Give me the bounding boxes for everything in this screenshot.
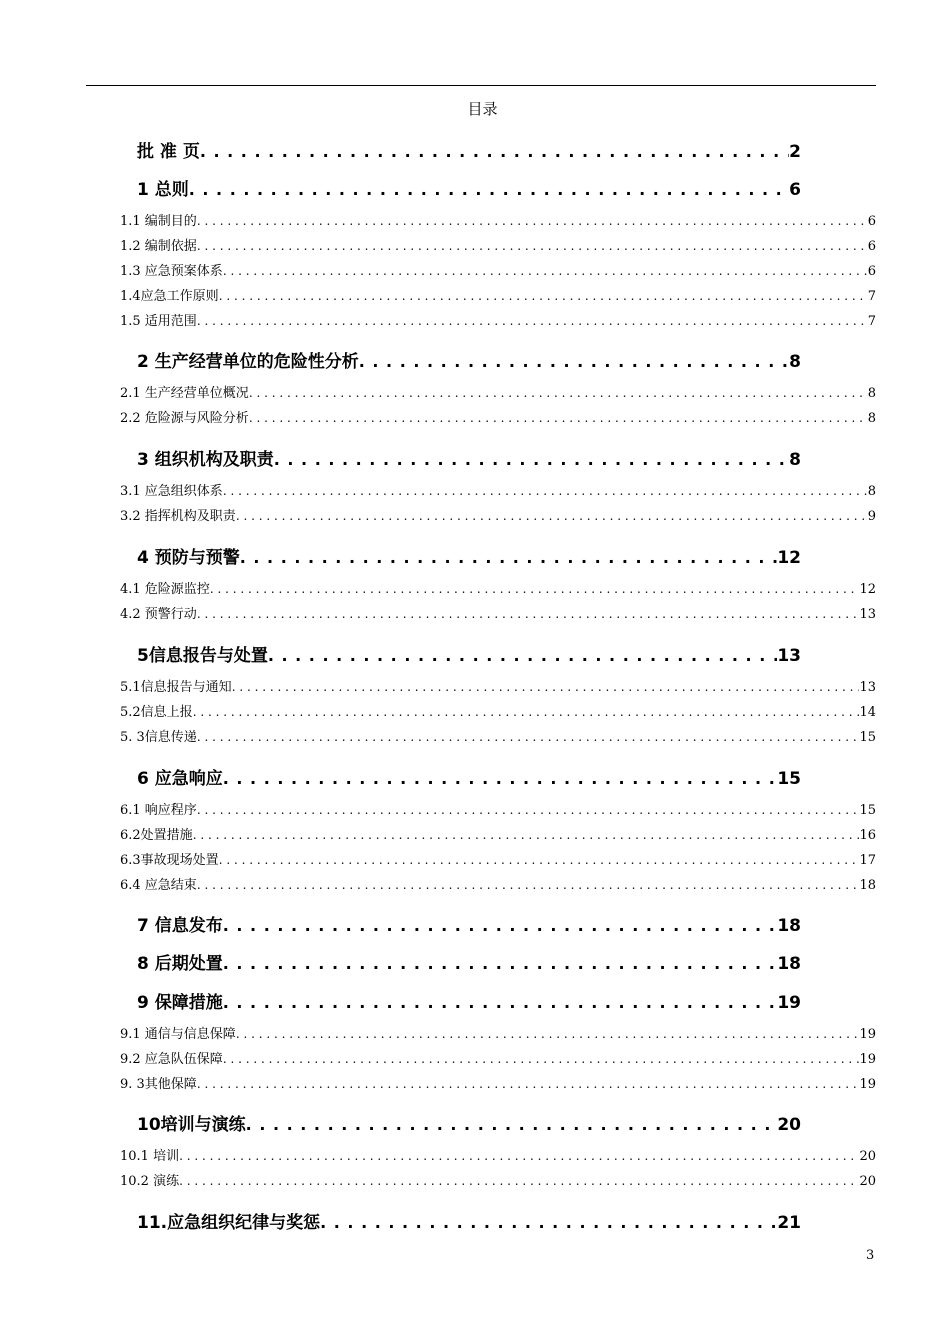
toc-entry[interactable]	[137, 911, 801, 936]
toc-entry-label: 4 预防与预警	[137, 548, 240, 568]
toc-entry-label: 9.2 应急队伍保障	[120, 1052, 223, 1067]
toc-entry[interactable]	[120, 726, 876, 745]
toc-entry-page: 2	[789, 142, 801, 162]
toc-entry-label: 6.2处置措施	[120, 828, 193, 843]
toc-title: 目录	[467, 100, 498, 118]
toc-entry-page: 17	[859, 853, 876, 868]
toc-entry-label: 6.3事故现场处置	[120, 853, 219, 868]
toc-leader-dots	[210, 582, 860, 596]
toc-entry-label: 1.3 应急预案体系	[120, 264, 223, 279]
toc-entry-page: 8	[867, 411, 876, 426]
toc-entry-page: 19	[859, 1077, 876, 1092]
toc-leader-dots	[197, 878, 860, 892]
toc-leader-dots	[246, 1115, 778, 1134]
toc-leader-dots	[320, 1213, 777, 1232]
toc-entry-label: 1.1 编制目的	[120, 214, 197, 229]
toc-entry-page: 8	[789, 352, 801, 372]
toc-leader-dots	[240, 548, 778, 567]
toc-entry-label: 5. 3信息传递	[120, 730, 197, 745]
toc-entry[interactable]	[137, 641, 801, 666]
toc-leader-dots	[223, 769, 778, 788]
toc-entry-page: 6	[867, 264, 876, 279]
toc-entry-page: 20	[777, 1115, 801, 1135]
toc-entry[interactable]	[120, 824, 876, 843]
toc-entry-label: 9 保障措施	[137, 993, 223, 1013]
toc-entry-label: 1.2 编制依据	[120, 239, 197, 254]
toc-entry[interactable]	[120, 676, 876, 695]
toc-entry[interactable]	[120, 874, 876, 893]
toc-entry-page: 21	[777, 1213, 801, 1233]
toc-entry-page: 8	[867, 484, 876, 499]
page-number: 3	[866, 1248, 875, 1263]
toc-leader-dots	[274, 450, 789, 469]
toc-leader-dots	[249, 386, 868, 400]
toc-entry-page: 6	[867, 239, 876, 254]
toc-entry-label: 5.1信息报告与通知	[120, 680, 232, 695]
toc-entry-label: 7 信息发布	[137, 916, 223, 936]
toc-leader-dots	[179, 1174, 859, 1188]
toc-entry-page: 15	[777, 769, 801, 789]
toc-entry-page: 13	[777, 646, 801, 666]
toc-leader-dots	[223, 484, 868, 498]
toc-leader-dots	[236, 1027, 860, 1041]
toc-entry[interactable]	[120, 578, 876, 597]
toc-entry-page: 18	[777, 954, 801, 974]
toc-entry[interactable]	[120, 1048, 876, 1067]
toc-leader-dots	[223, 916, 778, 935]
toc-entry-label: 4.1 危险源监控	[120, 582, 210, 597]
toc-entry[interactable]	[120, 1023, 876, 1042]
toc-leader-dots	[268, 646, 777, 665]
toc-entry-label: 11.应急组织纪律与奖惩	[137, 1213, 321, 1233]
toc-entry-page: 19	[859, 1052, 876, 1067]
toc-entry-page: 19	[859, 1027, 876, 1042]
toc-entry[interactable]	[120, 210, 876, 229]
toc-entry-label: 3.2 指挥机构及职责	[120, 509, 236, 524]
toc-leader-dots	[223, 1052, 860, 1066]
toc-entry[interactable]	[137, 949, 801, 974]
toc-leader-dots	[197, 803, 860, 817]
toc-entry-label: 6 应急响应	[137, 769, 223, 789]
toc-leader-dots	[219, 289, 868, 303]
toc-entry-label: 4.2 预警行动	[120, 607, 197, 622]
toc-entry-page: 16	[859, 828, 876, 843]
toc-leader-dots	[197, 730, 860, 744]
toc-entry-label: 3.1 应急组织体系	[120, 484, 223, 499]
toc-entry-page: 18	[859, 878, 876, 893]
toc-entry-label: 10培训与演练	[137, 1115, 246, 1135]
toc-entry-page: 13	[859, 607, 876, 622]
toc-entry[interactable]	[137, 137, 801, 162]
toc-entry-page: 8	[867, 386, 876, 401]
toc-entry[interactable]	[137, 764, 801, 789]
toc-leader-dots	[197, 239, 868, 253]
toc-entry[interactable]	[120, 849, 876, 868]
toc-entry[interactable]	[137, 1110, 801, 1135]
toc-entry-page: 8	[789, 450, 801, 470]
toc-entry[interactable]	[137, 543, 801, 568]
toc-entry-page: 15	[859, 730, 876, 745]
toc-entry[interactable]	[120, 1170, 876, 1189]
toc-entry-label: 6.4 应急结束	[120, 878, 197, 893]
toc-entry[interactable]	[120, 235, 876, 254]
toc-leader-dots	[223, 264, 868, 278]
toc-entry-label: 8 后期处置	[137, 954, 223, 974]
toc-leader-dots	[193, 705, 860, 719]
toc-leader-dots	[236, 509, 868, 523]
toc-entry-page: 12	[777, 548, 801, 568]
toc-entry-page: 13	[859, 680, 876, 695]
toc-entry-label: 2.2 危险源与风险分析	[120, 411, 249, 426]
toc-entry-label: 批 准 页	[137, 142, 200, 162]
toc-entry[interactable]	[120, 799, 876, 818]
toc-entry-label: 9. 3其他保障	[120, 1077, 197, 1092]
toc-entry-page: 15	[859, 803, 876, 818]
toc-leader-dots	[200, 142, 789, 161]
toc-entry-label: 5信息报告与处置	[137, 646, 268, 666]
toc-entry-page: 19	[777, 993, 801, 1013]
toc-entry[interactable]	[120, 480, 876, 499]
toc-leader-dots	[359, 352, 789, 371]
toc-entry[interactable]	[137, 445, 801, 470]
toc-leader-dots	[179, 1149, 859, 1163]
toc-entry[interactable]	[120, 382, 876, 401]
toc-entry-label: 5.2信息上报	[120, 705, 193, 720]
toc-entry-page: 18	[777, 916, 801, 936]
toc-entry[interactable]	[137, 988, 801, 1013]
toc-leader-dots	[197, 314, 868, 328]
toc-entry[interactable]	[120, 603, 876, 622]
toc-entry-page: 12	[859, 582, 876, 597]
toc-leader-dots	[232, 680, 860, 694]
toc-leader-dots	[193, 828, 860, 842]
toc-entry-label: 1.4应急工作原则	[120, 289, 219, 304]
toc-entry-label: 3 组织机构及职责	[137, 450, 274, 470]
toc-entry[interactable]	[120, 285, 876, 304]
toc-entry-page: 14	[859, 705, 876, 720]
toc-entry-page: 20	[859, 1149, 876, 1164]
toc-leader-dots	[197, 214, 868, 228]
toc-entry-page: 7	[867, 289, 876, 304]
toc-entry-label: 6.1 响应程序	[120, 803, 197, 818]
toc-entry-label: 10.1 培训	[120, 1149, 180, 1164]
toc-entry[interactable]	[120, 260, 876, 279]
toc-entry-page: 20	[859, 1174, 876, 1189]
toc-entry-label: 1.5 适用范围	[120, 314, 197, 329]
toc-entry-page: 6	[867, 214, 876, 229]
toc-leader-dots	[223, 954, 778, 973]
toc-entry[interactable]	[137, 175, 801, 200]
toc-leader-dots	[249, 411, 868, 425]
toc-entry-label: 1 总则	[137, 180, 189, 200]
toc-leader-dots	[189, 180, 789, 199]
toc-leader-dots	[197, 607, 860, 621]
toc-entry-label: 10.2 演练	[120, 1174, 180, 1189]
toc-entry[interactable]	[120, 1145, 876, 1164]
toc-entry[interactable]	[137, 347, 801, 372]
toc-entry-label: 2.1 生产经营单位概况	[120, 386, 249, 401]
toc-entry[interactable]	[120, 407, 876, 426]
toc-entry[interactable]	[120, 1073, 876, 1092]
toc-leader-dots	[223, 993, 778, 1012]
toc-entry[interactable]	[137, 1208, 801, 1233]
toc-leader-dots	[219, 853, 860, 867]
toc-entry-page: 9	[867, 509, 876, 524]
toc-entry[interactable]	[120, 310, 876, 329]
toc-leader-dots	[197, 1077, 860, 1091]
toc-entry[interactable]	[120, 505, 876, 524]
toc-entry-label: 2 生产经营单位的危险性分析	[137, 352, 359, 372]
toc-entry-label: 9.1 通信与信息保障	[120, 1027, 236, 1042]
toc-entry[interactable]	[120, 701, 876, 720]
toc-entry-page: 6	[789, 180, 801, 200]
toc-entry-page: 7	[867, 314, 876, 329]
